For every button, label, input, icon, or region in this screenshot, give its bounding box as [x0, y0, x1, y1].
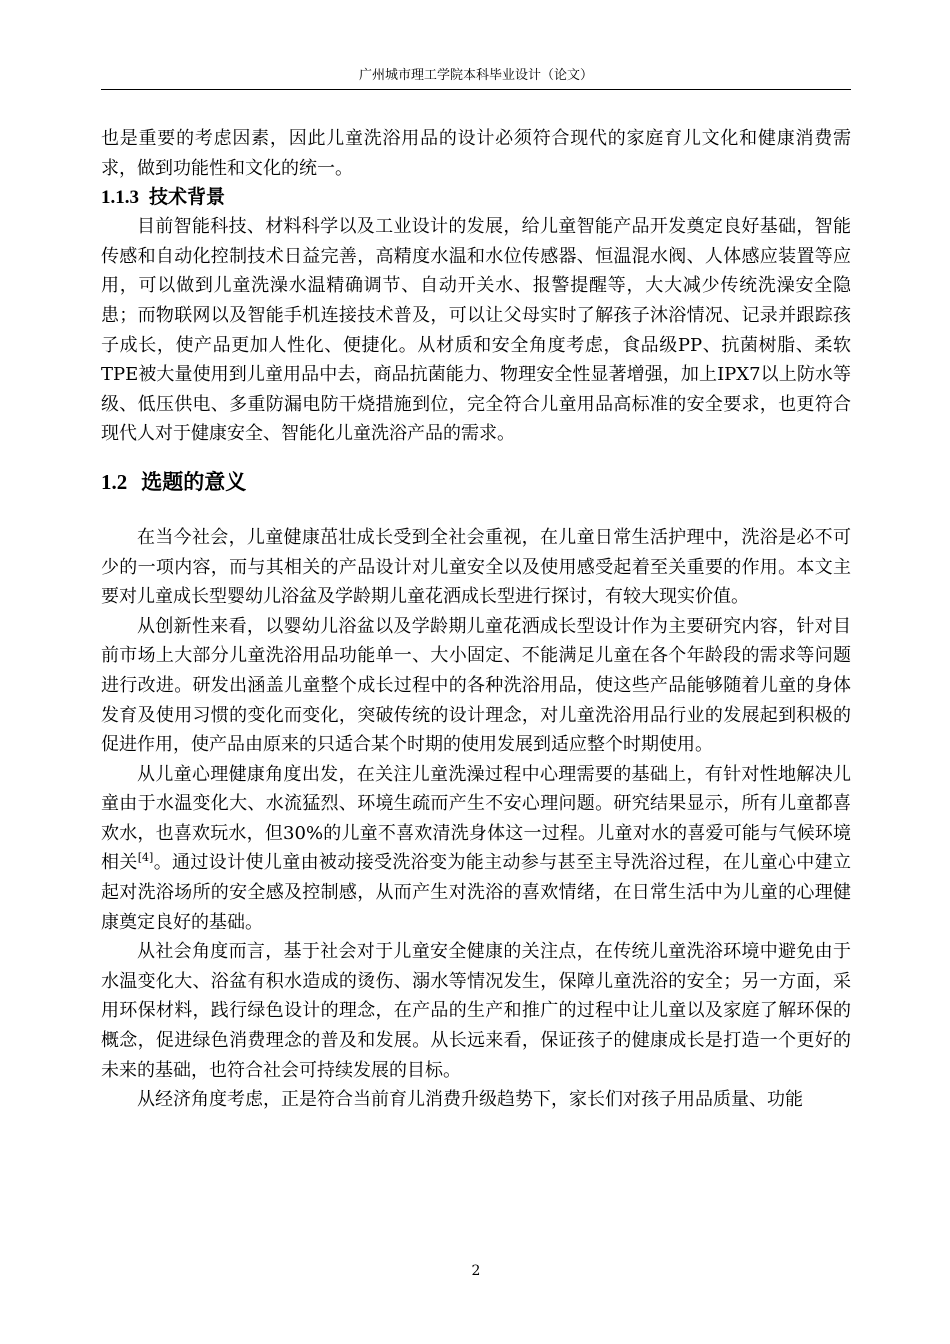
section-title: 选题的意义 [141, 469, 247, 494]
significance-paragraph-2: 从创新性来看，以婴幼儿浴盆以及学龄期儿童花洒成长型设计作为主要研究内容，针对目前市场上大部分儿童洗浴用品功能单一、大小固定、不能满足儿童在各个年龄段的需求等问题进行改进。研发出涵盖儿童整个成长过程中的各种洗浴用品，使这些产品能够随着儿童的身体发育及使用习惯的变化而变化，突破传统的设计理念，对儿童洗浴用品行业的发展起到积极的促进作用，使产品由原来的只适合某个时期的使用发展到适应整个时期使用。 [101, 615, 851, 756]
header-rule [101, 89, 851, 90]
paragraph-text: 。通过设计使儿童由被动接受洗浴变为能主动参与甚至主导洗浴过程，在儿童心中建立起对洗浴场所的安全感及控制感，从而产生对洗浴的喜欢情绪，在日常生活中为儿童的心理健康奠定良好的基础。 [101, 852, 852, 933]
section-1-2-heading [101, 467, 851, 497]
significance-paragraph-4: 从社会角度而言，基于社会对于儿童安全健康的关注点，在传统儿童洗浴环境中避免由于水温变化大、浴盆有积水造成的烫伤、溺水等情况发生，保障儿童洗浴的安全；另一方面，采用环保材料，践行绿色设计的理念，在产品的生产和推广的过程中让儿童以及家庭了解环保的概念，促进绿色消费理念的普及和发展。从长远来看，保证孩子的健康成长是打造一个更好的未来的基础，也符合社会可持续发展的目标。 [101, 941, 851, 1081]
tech-background-paragraph: 目前智能科技、材料科学以及工业设计的发展，给儿童智能产品开发奠定良好基础，智能传感和自动化控制技术日益完善，高精度水温和水位传感器、恒温混水阀、人体感应装置等应用，可以做到儿童洗澡水温精确调节、自动开关水、报警提醒等，大大减少传统洗澡安全隐患；而物联网以及智能手机连接技术普及，可以让父母实时了解孩子沐浴情况、记录并跟踪孩子成长，使产品更加人性化、便捷化。从材质和安全角度考虑，食品级PP、抗菌树脂、柔软TPE被大量使用到儿童用品中去，商品抗菌能力、物理安全性显著增强，加上IPX7以上防水等级、低压供电、多重防漏电防干烧措施到位，完全符合儿童用品高标准的安全要求，也更符合现代人对于健康安全、智能化儿童洗浴产品的需求。 [101, 216, 851, 445]
page-number: 2 [471, 1263, 481, 1279]
citation-ref[interactable]: [4] [137, 851, 154, 865]
section-title: 技术背景 [149, 186, 226, 209]
paragraph-text: 从儿童心理健康角度出发，在关注儿童洗澡过程中心理需要的基础上，有针对性地解决儿童由于水温变化大、水流猛烈、环境生疏而产生不安心理问题。研究结果显示，所有儿童都喜欢水，也喜欢玩水，但30%的儿童不喜欢清洗身体这一过程。儿童对水的喜爱可能与气候环境相关 [101, 763, 851, 874]
section-number: 1.2 [101, 469, 128, 494]
significance-paragraph-5: 从经济角度考虑，正是符合当前育儿消费升级趋势下，家长们对孩子用品质量、功能 [137, 1089, 803, 1111]
significance-paragraph-3 [101, 760, 851, 938]
section-1-1-3-heading [101, 183, 851, 212]
intro-paragraph: 也是重要的考虑因素，因此儿童洗浴用品的设计必须符合现代的家庭育儿文化和健康消费需求，做到功能性和文化的统一。 [101, 128, 851, 179]
section-number: 1.1.3 [101, 187, 139, 209]
page-header: 广州城市理工学院本科毕业设计（论文） [358, 68, 593, 83]
page-body [101, 124, 851, 1115]
significance-paragraph-1: 在当今社会，儿童健康茁壮成长受到全社会重视，在儿童日常生活护理中，洗浴是必不可少的一项内容，而与其相关的产品设计对儿童安全以及使用感受起着至关重要的作用。本文主要对儿童成长型婴幼儿浴盆及学龄期儿童花洒成长型进行探讨，有较大现实价值。 [101, 526, 851, 608]
